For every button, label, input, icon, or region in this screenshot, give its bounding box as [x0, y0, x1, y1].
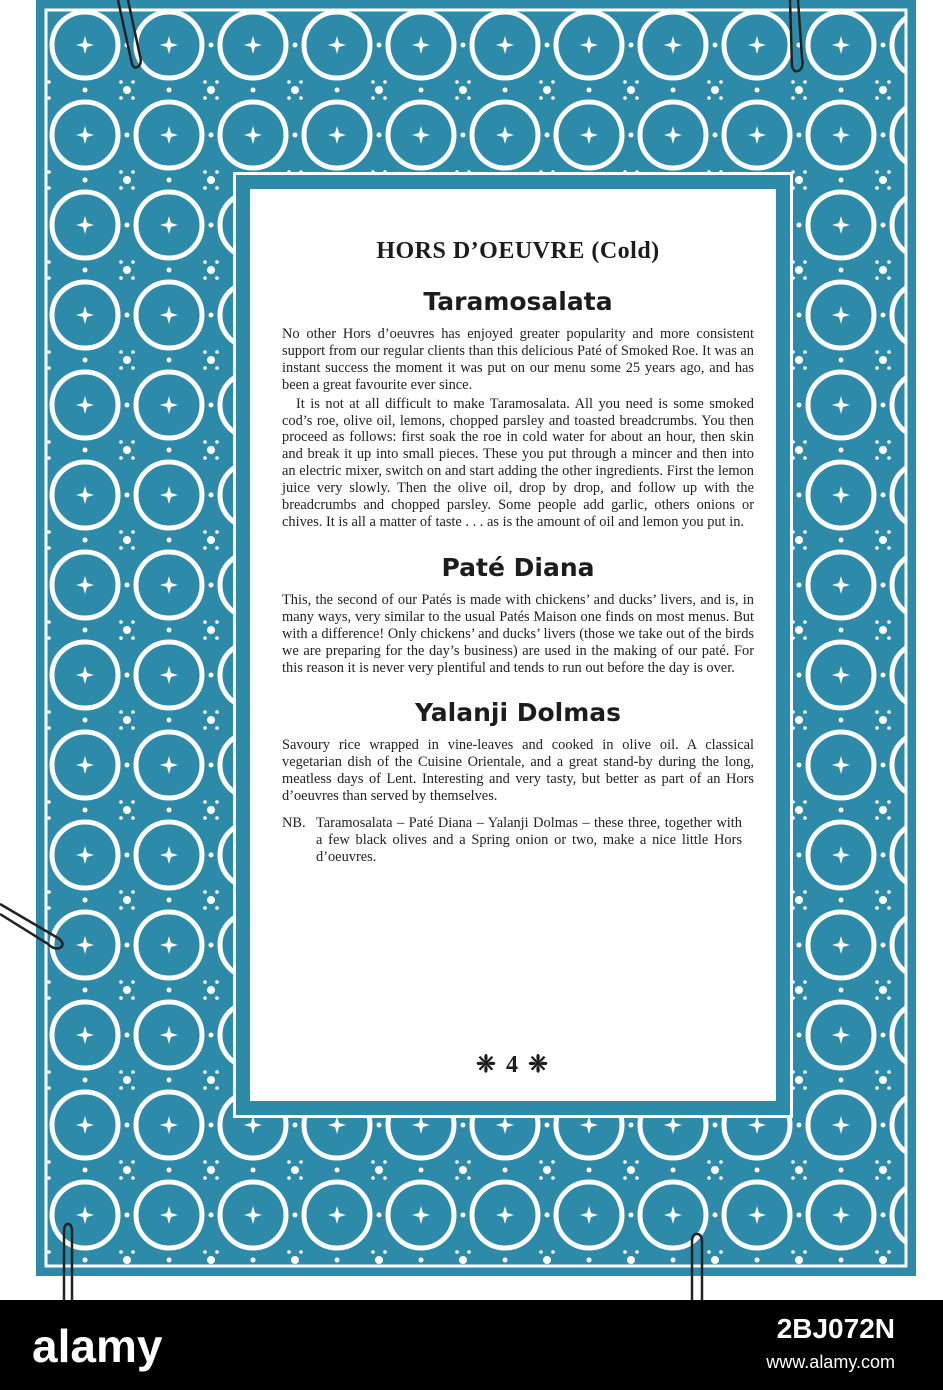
page-number: ❈ 4 ❈	[475, 1052, 551, 1078]
paper-clip-icon	[0, 898, 70, 950]
nb-text: Taramosalata – Paté Diana – Yalanji Dolmas – these three, together with a few black olives and a Spring onion or two, make a nice little Hors d’oeuvres.	[316, 815, 742, 865]
alamy-logo-text: alamy	[32, 1320, 163, 1372]
paper-clip-icon	[58, 1222, 78, 1300]
paper-clip-icon	[112, 0, 148, 72]
paper-clip-icon	[686, 1232, 708, 1300]
stock-url: www.alamy.com	[766, 1352, 895, 1372]
page-title: HORS D’OEUVRE (Cold)	[376, 238, 660, 264]
taramosalata-paragraph-1: No other Hors d’oeuvres has enjoyed greater popularity and more consistent support from our regular clients than this delicious Paté of Smoked Roe. It was an instant success the moment it was put on our menu some 25 years ago, and has been a great favourite ever since.	[282, 326, 754, 393]
pate-diana-paragraph: This, the second of our Patés is made with chickens’ and ducks’ livers, and is, in many ways, very similar to the usual Patés Maison one finds on most menus. But with a difference! Only chickens’ and ducks’ livers (those we take out of the birds we are preparing for the day’s business) are used in the making of our paté. For this reason it is never very plentiful and tends to run out before the day is over.	[282, 591, 754, 676]
taramosalata-paragraph-2: It is not at all difficult to make Taramosalata. All you need is some smoked cod’s roe, olive oil, lemons, chopped parsley and toasted breadcrumbs. You then proceed as follows: first soak the roe in cold water for about an hour, then skin and break it up into small pieces. These you put through a mincer and then into an electric mixer, switch on and start adding the other ingredients. First the lemon juice very slowly. Then the olive oil, drop by drop, and follow up with the breadcrumbs and chopped parsley. Some people add garlic, others onions or chives. It is all a matter of taste . . . as is the amount of oil and lemon you put in.	[282, 395, 754, 530]
paper-clip-icon	[786, 0, 820, 76]
decorative-border	[36, 0, 916, 1276]
nb-label: NB.	[282, 815, 306, 832]
image-id: 2BJ072N	[776, 1313, 895, 1344]
section-heading-taramosalata: Taramosalata	[423, 287, 613, 316]
text-panel	[250, 189, 776, 1101]
section-heading-pate-diana: Paté Diana	[441, 552, 595, 582]
nb-note	[282, 815, 754, 866]
section-heading-yalanji-dolmas: Yalanji Dolmas	[414, 698, 622, 728]
inner-frame	[233, 172, 793, 1118]
yalanji-dolmas-paragraph: Savoury rice wrapped in vine-leaves and cooked in olive oil. A classical vegetarian dish of the Cuisine Orientale, and a great stand-by during the long, meatless days of Lent. Interesting and very tasty, but better as part of an Hors d’oeuvres than served by themselves.	[282, 737, 754, 805]
alamy-logo-icon	[22, 1300, 232, 1390]
